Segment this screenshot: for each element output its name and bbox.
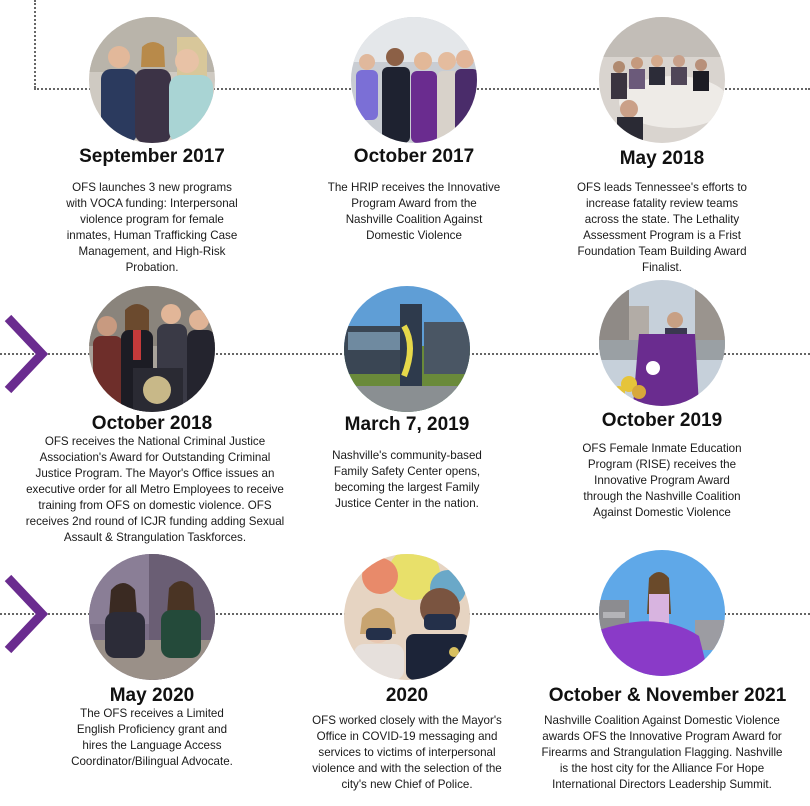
timeline-connector-vertical — [34, 0, 36, 88]
photo-march-2019 — [344, 286, 470, 412]
event-description: OFS Female Inmate Education Program (RISE) receives the Innovative Program Award through the Nashville Coalition Against Domestic Violence — [582, 442, 742, 519]
event-description: Nashville Coalition Against Domestic Violence awards OFS the Innovative Program Award for Firearms and Strangulation Flagging. Nashville is the host city for the Alliance For Hope International Directors Leadership Summit. — [541, 714, 783, 791]
event-description: OFS leads Tennessee's efforts to increase fatality review teams across the state. The Lethality Assessment Program is a Frist Foundation Team Building Award Finalist. — [577, 181, 747, 274]
event-description: OFS worked closely with the Mayor's Office in COVID-19 messaging and services to victims of interpersonal violence and with the selection of the city's new Chief of Police. — [312, 714, 502, 791]
event-description: The OFS receives a Limited English Proficiency grant and hires the Language Access Coordinator/Bilingual Advocate. — [71, 707, 233, 768]
chevron-right-icon — [2, 574, 50, 654]
event-title: 2020 — [385, 685, 429, 706]
photo-october-november-2021 — [599, 550, 725, 676]
photo-october-2019 — [599, 280, 725, 406]
photo-september-2017 — [89, 17, 215, 143]
event-title: May 2020 — [109, 685, 195, 706]
event-title: October 2018 — [91, 413, 213, 434]
event-description: Nashville's community-based Family Safety Center opens, becoming the largest Family Justice Center in the nation. — [332, 449, 482, 510]
event-title: October 2019 — [601, 410, 723, 431]
event-title: October 2017 — [353, 146, 475, 167]
photo-october-2018 — [89, 286, 215, 412]
event-title: May 2018 — [619, 148, 705, 169]
chevron-right-icon — [2, 314, 50, 394]
event-description: OFS launches 3 new programs with VOCA funding: Interpersonal violence program for female inmates, Human Trafficking Case Management, and High-Risk Probation. — [66, 181, 238, 274]
event-description: OFS receives the National Criminal Justice Association's Award for Outstanding Criminal Justice Program. The Mayor's Office issues an executive order for all Metro Employees to receive training from OFS on domestic violence. OFS receives 2nd round of ICJR funding adding Sexual Assault & Strangulation Taskforces. — [25, 435, 285, 544]
photo-2020 — [344, 554, 470, 680]
photo-may-2020 — [89, 554, 215, 680]
event-title: October & November 2021 — [548, 685, 787, 706]
photo-october-2017 — [351, 17, 477, 143]
event-title: September 2017 — [79, 146, 225, 167]
event-title: March 7, 2019 — [344, 414, 470, 435]
photo-may-2018 — [599, 17, 725, 143]
event-description: The HRIP receives the Innovative Program Award from the Nashville Coalition Against Domestic Violence — [327, 181, 501, 242]
